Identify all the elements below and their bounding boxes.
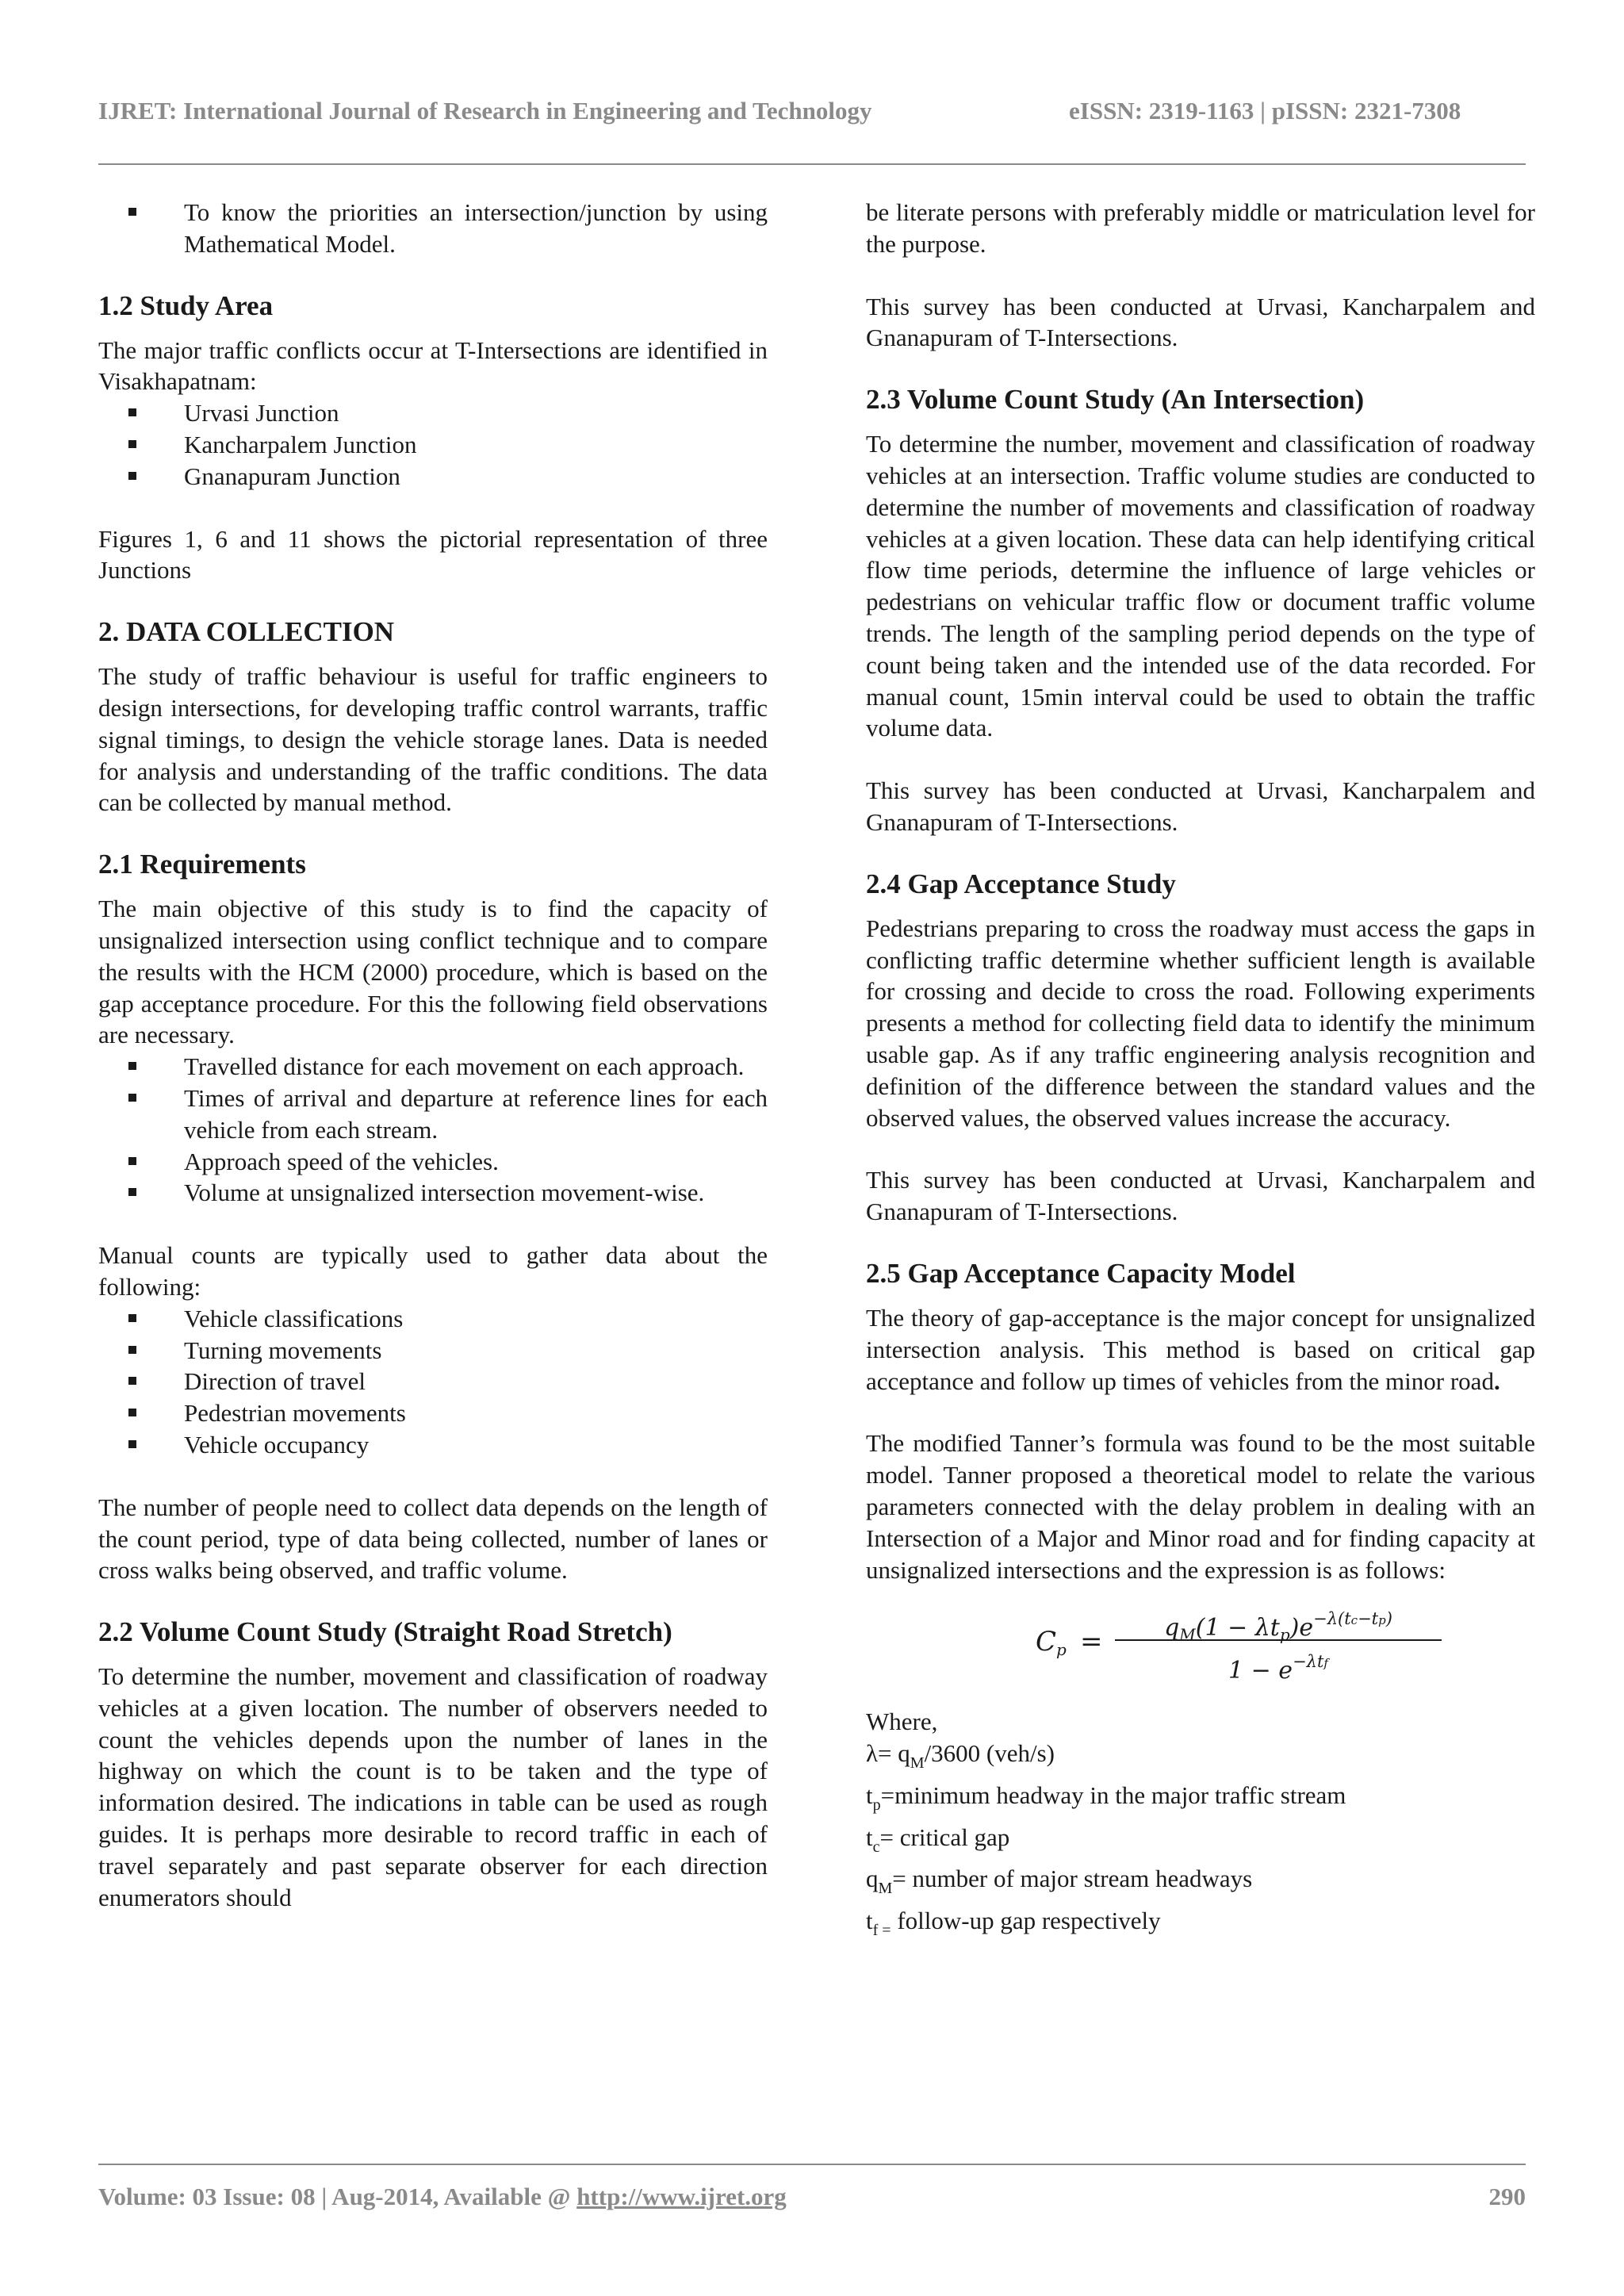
section-heading-2-1: 2.1 Requirements: [98, 849, 306, 880]
paragraph: Manual counts are typically used to gather data about the following:: [98, 1241, 768, 1301]
section-heading-2-2: 2.2 Volume Count Study (Straight Road Stretch): [98, 1616, 672, 1648]
paragraph: The number of people need to collect data depends on the length of the count period, type of data being collected, number of lanes or cross walks being observed, and traffic volume.: [98, 1493, 768, 1585]
running-header: [98, 97, 1526, 125]
formula-fraction: [1115, 1596, 1442, 1687]
paragraph: The theory of gap-acceptance is the major concept for unsignalized intersection analysis. This method is based on critical gap acceptance and follow up times of vehicles from the minor road.: [866, 1303, 1535, 1395]
list-item: Vehicle classifications: [98, 1303, 768, 1335]
list-item: Vehicle occupancy: [98, 1429, 768, 1461]
def-tp: $t_p=minimum$ headway in the major traffic stream: [866, 1780, 1346, 1814]
section-heading-2-4: 2.4 Gap Acceptance Study: [866, 868, 1176, 899]
footer-rule: [98, 2164, 1526, 2165]
list-item: Kancharpalem Junction: [98, 429, 768, 461]
paragraph: The modified Tanner’s formula was found to be the most suitable model. Tanner proposed a theoretical model to relate the various parameters connected with the delay problem in dealing with an Intersection of a Major and Minor road and for finding capacity at unsignalized intersections and the expression is as follows:: [866, 1429, 1535, 1584]
where-title: Where,: [866, 1708, 938, 1736]
section-heading-2: 2. DATA COLLECTION: [98, 616, 395, 648]
list-item: Turning movements: [98, 1335, 768, 1366]
formula-lhs: Cp: [1036, 1626, 1067, 1660]
paragraph: To determine the number, movement and classification of roadway vehicles at a given location. The number of observers needed to count the vehicles depends upon the number of lanes in the highway on which the count is to be taken and the type of information desired. The indications in table can be used as rough guides. It is perhaps more desirable to record traffic in each of travel separately and past separate observer for each direction enumerators should: [98, 1662, 768, 1911]
section-heading-1-2: 1.2 Study Area: [98, 289, 274, 321]
list-item: Direction of travel: [98, 1366, 768, 1397]
right-column: [866, 197, 1535, 1947]
observations-list: [98, 1051, 768, 1209]
issn: eISSN: 2319-1163 | pISSN: 2321-7308: [1069, 97, 1461, 125]
page-number: 290: [1488, 2183, 1526, 2210]
section-heading-2-3: 2.3 Volume Count Study (An Intersection): [866, 384, 1365, 416]
section-heading-2-5: 2.5 Gap Acceptance Capacity Model: [866, 1257, 1296, 1289]
def-lambda: $\lambda= q_M/3600$ (veh/s): [866, 1739, 1055, 1773]
list-item: Gnanapuram Junction: [98, 461, 768, 493]
paragraph: Pedestrians preparing to cross the roadway must access the gaps in conflicting traffic determine whether sufficient length is available for crossing and decide to cross the road. Following experiments presents a method for collecting field data to identify the minimum usable gap. As if any traffic engineering analysis recognition and definition of the difference between the standard values and the observed values, the observed values increase the accuracy.: [866, 914, 1535, 1132]
def-qm: $q_M=$ number of major stream headways: [866, 1865, 1253, 1898]
formula-numerator: $q_M(1 - \lambda t_p)e^{-\lambda(tc-tp)}$: [1164, 1609, 1392, 1645]
list-item: Times of arrival and departure at reference lines for each vehicle from each stream.: [98, 1083, 768, 1146]
list-item: Pedestrian movements: [98, 1397, 768, 1429]
formula-equals: =: [1080, 1626, 1103, 1658]
paragraph: To determine the number, movement and classification of roadway vehicles at an intersection. Traffic volume studies are conducted to determine the number of movements and classification of roadway vehicles at a given location. These data can help identifying critical flow time periods, determine the influence of large vehicles or pedestrians on vehicular traffic flow or document traffic volume trends. The length of the sampling period depends on the type of count being taken and the intended use of the data recorded. For manual count, 15min interval could be used to obtain the traffic volume data.: [866, 430, 1535, 742]
running-footer: [98, 2183, 1526, 2211]
paragraph: This survey has been conducted at Urvasi, Kancharpalem and Gnanapuram of T-Intersections.: [866, 776, 1535, 836]
formula-denominator: $1 - e^{-\lambda tf}$: [1228, 1652, 1328, 1685]
intro-bullet-list: [98, 197, 768, 260]
list-item: Approach speed of the vehicles.: [98, 1146, 768, 1178]
paragraph: The major traffic conflicts occur at T-Intersections are identified in Visakhapatnam:: [98, 335, 768, 396]
header-rule: [98, 163, 1526, 165]
list-item: Urvasi Junction: [98, 397, 768, 429]
paragraph: The main objective of this study is to find the capacity of unsignalized intersection using conflict technique and to compare the results with the HCM (2000) procedure, which is based on the gap acceptance procedure. For this the following field observations are necessary.: [98, 895, 768, 1049]
paragraph: This survey has been conducted at Urvasi, Kancharpalem and Gnanapuram of T-Intersections.: [866, 292, 1535, 352]
def-tc: $t_c=$ critical gap: [866, 1823, 1010, 1856]
journal-link[interactable]: http://www.ijret.org: [576, 2183, 787, 2210]
junction-list: [98, 397, 768, 492]
paragraph: This survey has been conducted at Urvasi, Kancharpalem and Gnanapuram of T-Intersections.: [866, 1166, 1535, 1226]
list-item: Volume at unsignalized intersection movement-wise.: [98, 1177, 768, 1209]
journal-title: IJRET: International Journal of Research in Engineering and Technology: [98, 97, 872, 125]
list-item: Travelled distance for each movement on each approach.: [98, 1051, 768, 1083]
list-item: To know the priorities an intersection/junction by using Mathematical Model.: [98, 197, 768, 260]
manual-count-list: [98, 1303, 768, 1461]
paragraph: Figures 1, 6 and 11 shows the pictorial representation of three Junctions: [98, 524, 768, 585]
left-column: [98, 197, 768, 1913]
paragraph: The study of traffic behaviour is useful for traffic engineers to design intersections, for developing traffic control warrants, traffic signal timings, to design the vehicle storage lanes. Data is needed for analysis and understanding of the traffic conditions. The data can be collected by manual method.: [98, 662, 768, 817]
paragraph: be literate persons with preferably middle or matriculation level for the purpose.: [866, 198, 1535, 258]
tanner-formula: [866, 1596, 1535, 1695]
def-tf: $t_{f =}$ follow-up gap respectively: [866, 1907, 1161, 1940]
volume-info: Volume: 03 Issue: 08 | Aug-2014, Available @: [98, 2183, 577, 2210]
